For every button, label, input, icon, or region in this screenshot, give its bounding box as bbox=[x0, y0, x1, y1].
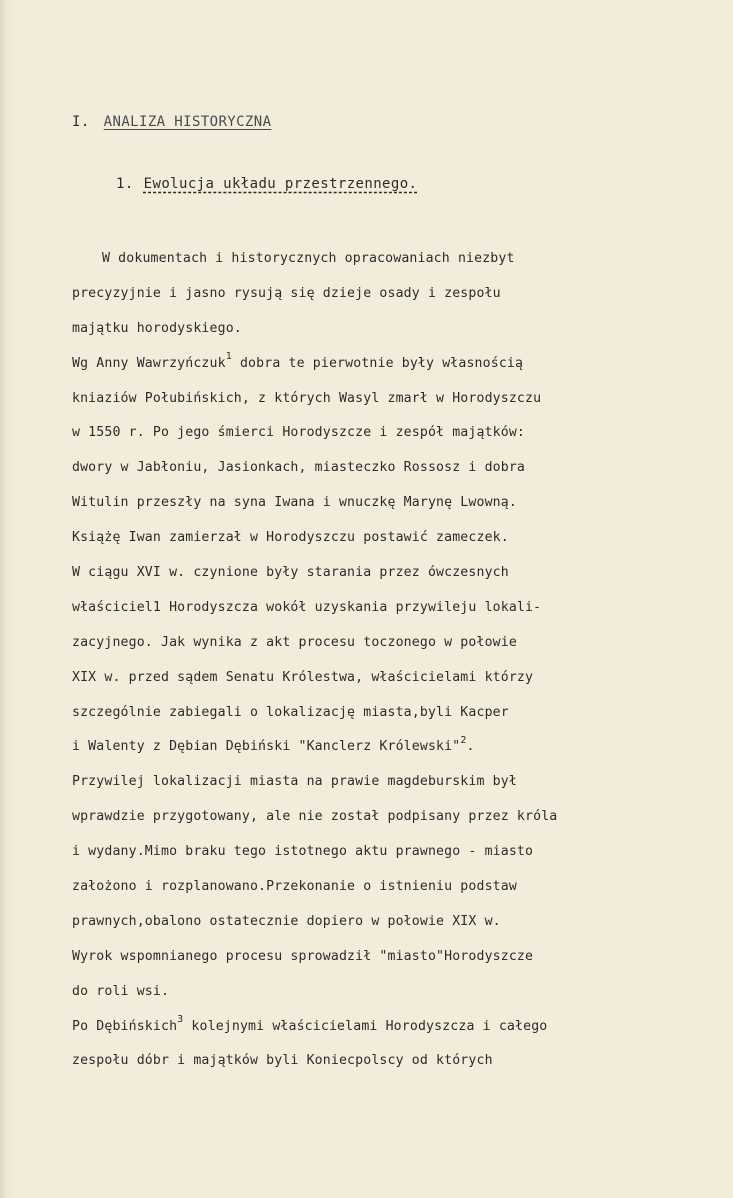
text-line-content: dwory w Jabłoniu, Jasionkach, miasteczko Rossosz i dobra bbox=[72, 460, 526, 476]
section-title: ANALIZA HISTORYCZNA bbox=[103, 114, 272, 130]
text-line bbox=[72, 765, 712, 800]
text-line-content: Książę Iwan zamierzał w Horodyszczu postawić zameczek. bbox=[72, 530, 509, 546]
text-line bbox=[72, 661, 712, 696]
text-line-content: założono i rozplanowano.Przekonanie o istnieniu podstaw bbox=[72, 879, 517, 895]
text-line-content: W ciągu XVI w. czynione były starania przez ówczesnych bbox=[72, 565, 509, 581]
section-heading bbox=[72, 114, 271, 130]
text-line bbox=[72, 277, 712, 312]
subsection-heading bbox=[116, 176, 417, 192]
text-line-content: prawnych,obalono ostatecznie dopiero w połowie XIX w. bbox=[72, 913, 501, 929]
text-line-content: Po Dębińskich bbox=[72, 1018, 178, 1034]
text-line-content: szczególnie zabiegali o lokalizację miasta,byli Kacper bbox=[72, 704, 509, 720]
text-line-continuation: . bbox=[466, 739, 475, 755]
text-line bbox=[72, 696, 712, 731]
text-line bbox=[72, 416, 712, 451]
section-number: I. bbox=[72, 114, 90, 130]
text-line-content: do roli wsi. bbox=[72, 983, 170, 999]
text-line-content: majątku horodyskiego. bbox=[72, 320, 242, 336]
text-line bbox=[72, 905, 712, 940]
text-line bbox=[72, 1010, 712, 1045]
text-line-content: wprawdzie przygotowany, ale nie został podpisany przez króla bbox=[72, 809, 558, 825]
text-line-content: W dokumentach i historycznych opracowaniach niezbyt bbox=[102, 251, 515, 266]
text-line bbox=[72, 730, 712, 765]
text-line-content: kniaziów Połubińskich, z których Wasyl zmarł w Horodyszczu bbox=[72, 390, 542, 406]
subsection-title: Ewolucja układu przestrzennego. bbox=[143, 176, 418, 192]
footnote-marker: 2 bbox=[460, 735, 467, 747]
text-line bbox=[72, 940, 712, 975]
text-line-content: XIX w. przed sądem Senatu Królestwa, właścicielami którzy bbox=[72, 669, 534, 685]
text-line bbox=[72, 347, 712, 382]
text-line bbox=[72, 486, 712, 521]
text-line bbox=[72, 591, 712, 626]
text-line-content: w 1550 r. Po jego śmierci Horodyszcze i zespół majątków: bbox=[72, 425, 526, 441]
text-line-content: i Walenty z Dębian Dębiński "Kanclerz Królewski" bbox=[72, 739, 461, 755]
text-line bbox=[72, 1044, 712, 1079]
text-line bbox=[72, 975, 712, 1010]
text-line-content: i wydany.Mimo braku tego istotnego aktu prawnego - miasto bbox=[72, 844, 534, 860]
text-line-content: Wyrok wspomnianego procesu sprowadził "miasto"Horodyszcze bbox=[72, 948, 534, 964]
text-line bbox=[72, 242, 712, 277]
text-line-content: Witulin przeszły na syna Iwana i wnuczkę Marynę Lwowną. bbox=[72, 495, 517, 511]
text-line bbox=[72, 556, 712, 591]
text-line-continuation: kolejnymi właścicielami Horodyszcza i całego bbox=[183, 1018, 548, 1034]
text-line-continuation: dobra te pierwotnie były własnością bbox=[231, 355, 524, 371]
text-line-content: zacyjnego. Jak wynika z akt procesu toczonego w połowie bbox=[72, 634, 517, 650]
text-line bbox=[72, 835, 712, 870]
text-line bbox=[72, 521, 712, 556]
text-line bbox=[72, 382, 712, 417]
text-line-content: zespołu dóbr i majątków byli Koniecpolscy od których bbox=[72, 1053, 493, 1069]
text-line bbox=[72, 312, 712, 347]
text-line bbox=[72, 626, 712, 661]
footnote-marker: 1 bbox=[225, 351, 232, 363]
text-line bbox=[72, 451, 712, 486]
footnote-marker: 3 bbox=[177, 1014, 184, 1026]
text-line-content: precyzyjnie i jasno rysują się dzieje osady i zespołu bbox=[72, 285, 501, 301]
body-text bbox=[72, 242, 712, 1079]
text-line bbox=[72, 800, 712, 835]
text-line-content: właściciel1 Horodyszcza wokół uzyskania przywileju lokali- bbox=[72, 599, 542, 615]
subsection-number: 1. bbox=[116, 176, 134, 192]
text-line-content: Przywilej lokalizacji miasta na prawie magdeburskim był bbox=[72, 774, 517, 790]
text-line-content: Wg Anny Wawrzyńczuk bbox=[72, 355, 226, 371]
text-line bbox=[72, 870, 712, 905]
